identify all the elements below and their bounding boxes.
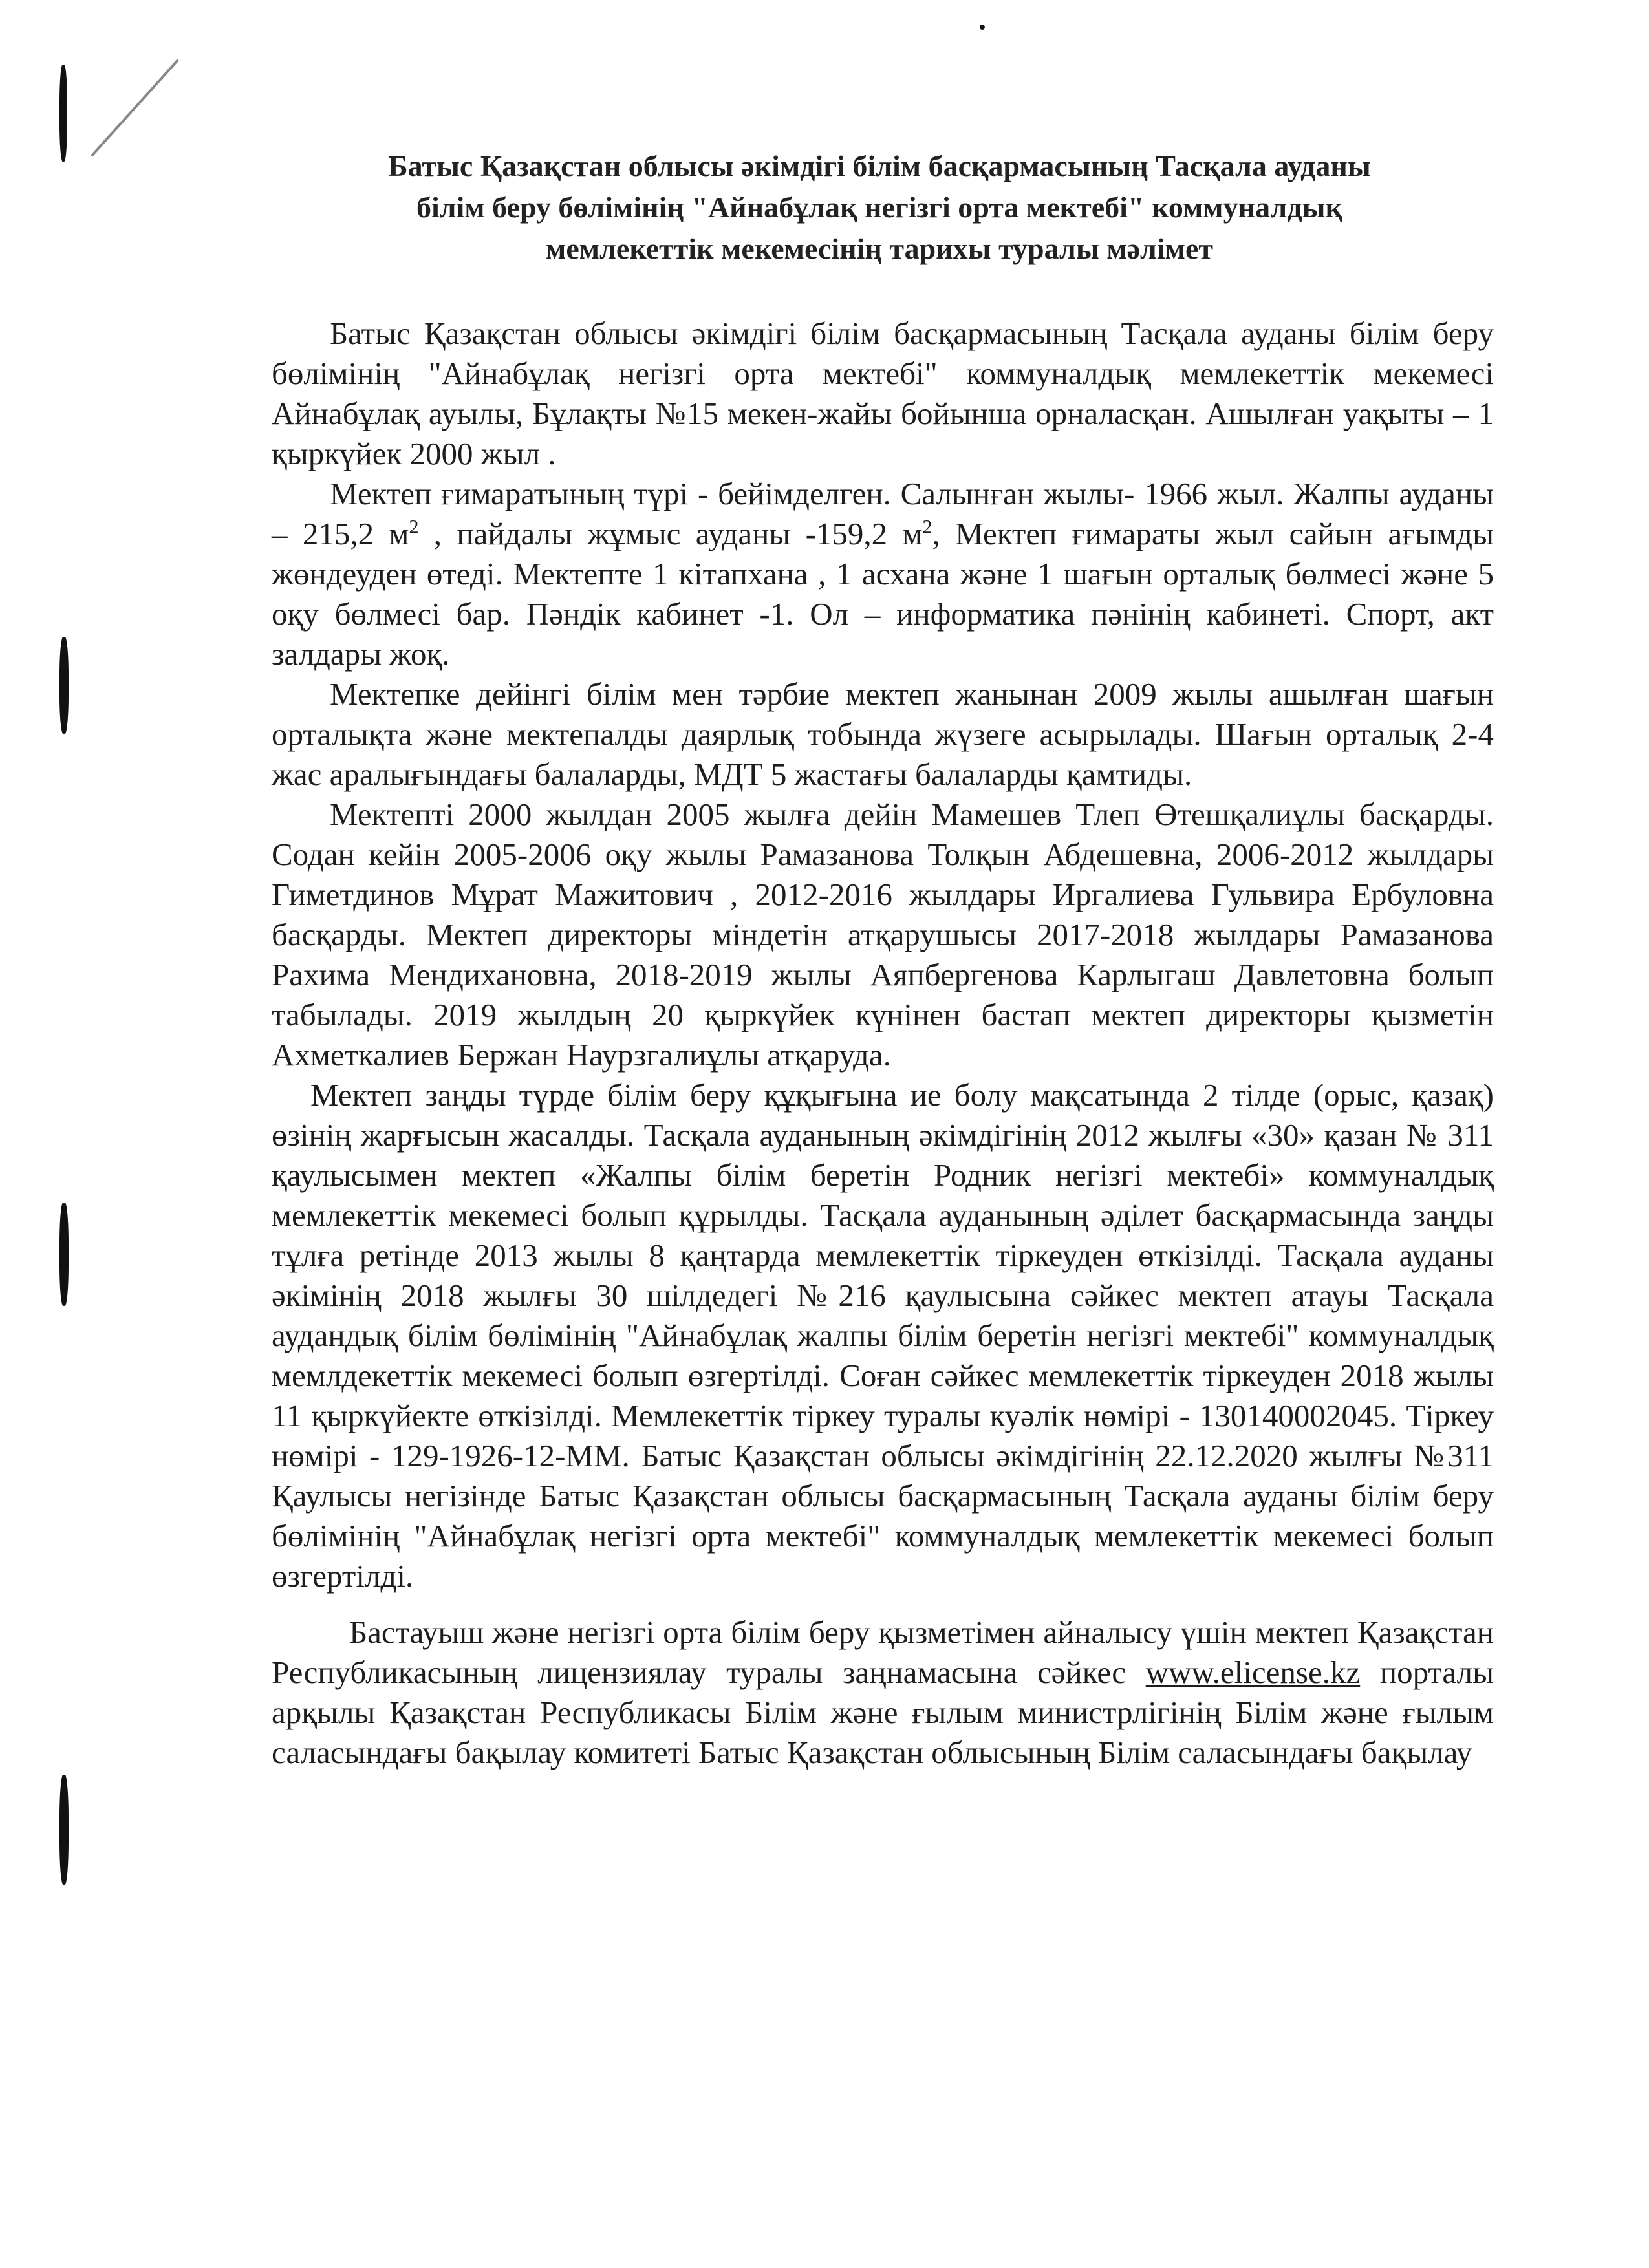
elicense-link[interactable]: www.elicense.kz [1145, 1654, 1361, 1690]
paragraph-preschool: Мектепке дейінгі білім мен тәрбие мектеп жанынан 2009 жылы ашылған шағын орталықта және мектепалды даярлық тобында жүзеге асырылады. Шағын орталық 2-4 жас аралығындағы балаларды, МДТ 5 жастағы балаларды қамтиды. [272, 676, 1494, 792]
building-text-b: , пайдалы жұмыс ауданы -159,2 м [418, 516, 923, 551]
superscript-2: 2 [922, 516, 932, 538]
dot-mark [980, 25, 985, 30]
binding-hole-mark [59, 1775, 69, 1885]
document-title [246, 145, 1513, 270]
license-text-a: Бастауыш және негізгі орта білім беру қызметімен айналысу үшін мектеп Қазақстан Республикасының лицензиялау туралы заңнамасына сәйкес [272, 1614, 1494, 1690]
title-line-3: мемлекеттік мекемесінің тарихы туралы мәлімет [546, 232, 1213, 265]
binding-hole-mark [59, 1203, 69, 1306]
paragraph-building [272, 474, 1494, 674]
license-text-b: порталы арқылы Қазақстан Республикасы Білім және ғылым министрлігінің Білім және ғылым саласындағы бақылау комитеті Батыс Қазақстан облысының Білім саласындағы бақылау [272, 1654, 1494, 1770]
building-text-a: Мектеп ғимаратының түрі - бейімделген. Салынған жылы- 1966 жыл. Жалпы ауданы – 215,2 м [272, 476, 1494, 551]
pen-stroke-mark [91, 59, 179, 156]
paragraph-legal-status: Мектеп заңды түрде білім беру құқығына ие болу мақсатында 2 тілде (орыс, қазақ) өзінің жарғысын жасалды. Тасқала ауданының әкімдігінің 2012 жылғы «30» қазан № 311 қаулысымен мектеп «Жалпы білім беретін Родник негізгі мектебі» коммуналдық мемлекеттік мекемесі болып құрылды. Тасқала ауданының әділет басқармасында заңды тұлға ретінде 2013 жылы 8 қаңтарда мемлекеттік тіркеуден өткізілді. Тасқала ауданы әкімінің 2018 жылғы 30 шілдедегі №216 қаулысына сәйкес мектеп атауы Тасқала аудандық білім бөлімінің "Айнабұлақ жалпы білім беретін негізгі мектебі" коммуналдық мемлдекеттік мекемесі болып өзгертілді. Соған сәйкес мемлекеттік тіркеуден 2018 жылы 11 қыркүйекте өткізілді. Мемлекеттік тіркеу туралы куәлік нөмірі - 130140002045. Тіркеу нөмірі - 129-1926-12-ММ. Батыс Қазақстан облысы әкімдігінің 22.12.2020 жылғы №311 Қаулысы негізінде Батыс Қазақстан облысы басқармасының Тасқала ауданы білім беру бөлімінің "Айнабұлақ негізгі орта мектебі" коммуналдық мемлекеттік мекемесі болып өзгертілді. [272, 1077, 1494, 1594]
paragraph-location: Батыс Қазақстан облысы әкімдігі білім басқармасының Тасқала ауданы білім беру бөлімінің "Айнабұлақ негізгі орта мектебі" коммуналдық мемлекеттік мекемесі Айнабұлақ ауылы, Бұлақты №15 мекен-жайы бойынша орналасқан. Ашылған уақыты – 1 қыркүйек 2000 жыл . [272, 316, 1494, 471]
binding-hole-mark [59, 65, 67, 162]
binding-hole-mark [59, 637, 69, 734]
title-line-2: білім беру бөлімінің "Айнабұлақ негізгі орта мектебі" коммуналдық [416, 191, 1343, 224]
title-line-1: Батыс Қазақстан облысы әкімдігі білім басқармасының Тасқала ауданы [388, 149, 1371, 182]
building-text-c: , Мектеп ғимараты жыл сайын ағымды жөндеуден өтеді. Мектепте 1 кітапхана , 1 асхана және 1 шағын орталық бөлмесі және 5 оқу бөлмесі бар. Пәндік кабинет -1. Ол – информатика пәнінің кабинеті. Спорт, акт залдары жоқ. [272, 516, 1494, 672]
paragraph-directors: Мектепті 2000 жылдан 2005 жылға дейін Мамешев Тлеп Өтешқалиұлы басқарды. Содан кейін 2005-2006 оқу жылы Рамазанова Толқын Абдешевна, 2006-2012 жылдары Гиметдинов Мұрат Мажитович , 2012-2016 жылдары Иргалиева Гульвира Ербуловна басқарды. Мектеп директоры міндетін атқарушысы 2017-2018 жылдары Рамазанова Рахима Мендихановна, 2018-2019 жылы Аяпбергенова Карлыгаш Давлетовна болып табылады. 2019 жылдың 20 қыркүйек күнінен бастап мектеп директоры қызметін Ахметкалиев Бержан Наурзгалиұлы атқаруда. [272, 797, 1494, 1073]
document-body [272, 314, 1494, 1773]
paragraph-license [272, 1612, 1494, 1773]
superscript-2: 2 [409, 516, 419, 538]
